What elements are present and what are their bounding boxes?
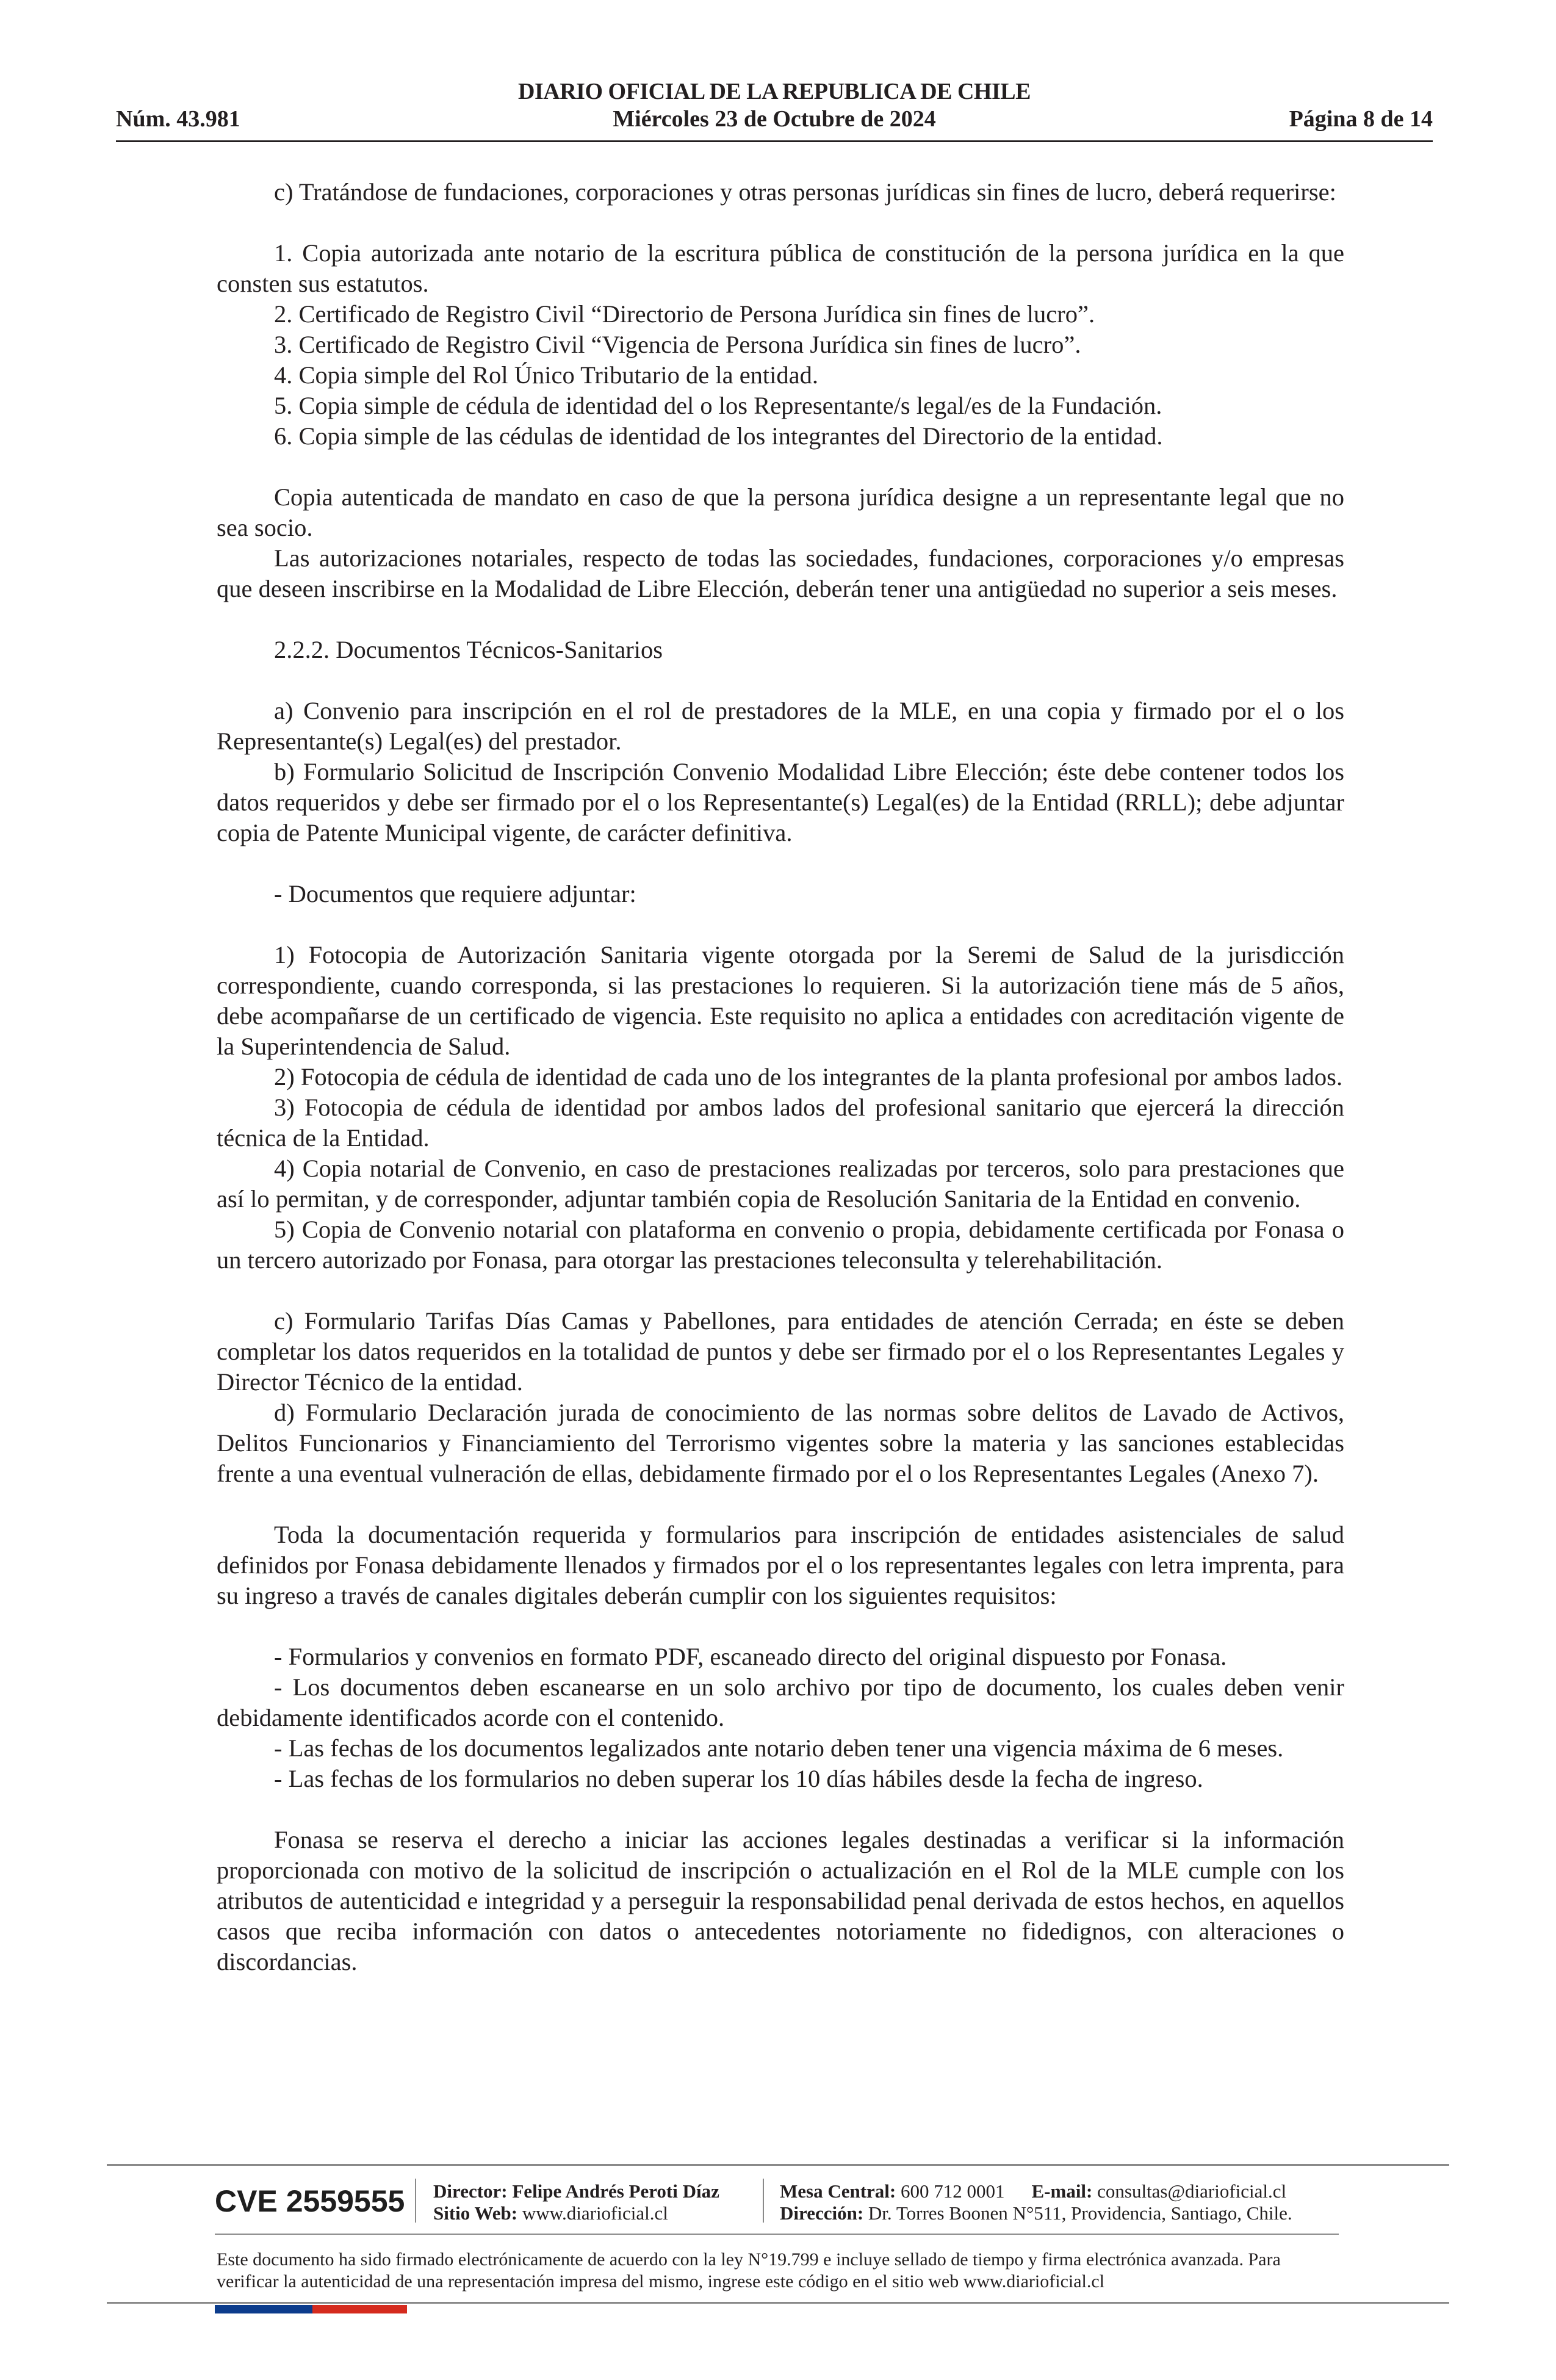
list-item: 5. Copia simple de cédula de identidad del o los Representante/s legal/es de la Fundación. xyxy=(274,392,1162,419)
list-item: - Las fechas de los documentos legalizados ante notario deben tener una vigencia máxima de 6 meses. xyxy=(274,1734,1284,1762)
list-item: 4. Copia simple del Rol Único Tributario de la entidad. xyxy=(274,361,819,389)
footer-separator xyxy=(415,2179,416,2223)
list-item: - Los documentos deben escanearse en un solo archivo por tipo de documento, los cuales deben venir debidamente identificados acorde con el contenido. xyxy=(217,1673,1344,1731)
web-label: Sitio Web: xyxy=(433,2202,518,2224)
mesa-value: 600 712 0001 xyxy=(901,2180,1005,2202)
footer-divider-bottom xyxy=(107,2302,1449,2304)
footer-director-block xyxy=(433,2180,719,2224)
issue-number: Núm. 43.981 xyxy=(116,106,240,132)
paragraph-autorizaciones: Las autorizaciones notariales, respecto de todas las sociedades, fundaciones, corporaciones y/o empresas que deseen inscribirse en la Modalidad de Libre Elección, deberán tener una antigüedad no superior a seis meses. xyxy=(217,544,1344,602)
list-item: - Formularios y convenios en formato PDF, escaneado directo del original dispuesto por Fonasa. xyxy=(274,1643,1227,1670)
paragraph-doc-b: b) Formulario Solicitud de Inscripción Convenio Modalidad Libre Elección; éste debe contener todos los datos requeridos y debe ser firmado por el o los Representante(s) Legal(es) de la Entidad (RRLL); debe adjuntar copia de Patente Municipal vigente, de carácter definitiva. xyxy=(217,758,1344,846)
list-item: 2) Fotocopia de cédula de identidad de cada uno de los integrantes de la planta profesional por ambos lados. xyxy=(274,1063,1343,1091)
cve-code: CVE 2559555 xyxy=(215,2184,405,2218)
paragraph-toda-doc: Toda la documentación requerida y formularios para inscripción de entidades asistenciales de salud definidos por Fonasa debidamente llenados y firmados por el o los representantes legales con letra imprenta, para su ingreso a través de canales digitales deberán cumplir con los siguientes requisitos: xyxy=(217,1521,1344,1609)
list-item: 2. Certificado de Registro Civil “Directorio de Persona Jurídica sin fines de lucro”. xyxy=(274,300,1095,328)
paragraph-docs-adjuntar: - Documentos que requiere adjuntar: xyxy=(274,880,636,907)
paragraph-doc-a: a) Convenio para inscripción en el rol de prestadores de la MLE, en una copia y firmado por el o los Representante(s) Legal(es) del prestador. xyxy=(217,697,1344,755)
list-item: 1) Fotocopia de Autorización Sanitaria vigente otorgada por la Seremi de Salud de la jurisdicción correspondiente, cuando corresponda, si las prestaciones lo requieren. Si la autorización tiene más de 5 años, debe acompañarse de un certificado de vigencia. Este requisito no aplica a entidades con acreditación vigente de la Superintendencia de Salud. xyxy=(217,941,1344,1060)
list-item: 5) Copia de Convenio notarial con plataforma en convenio o propia, debidamente certificada por Fonasa o un tercero autorizado por Fonasa, para otorgar las prestaciones teleconsulta y telerehabilitación. xyxy=(217,1216,1344,1274)
flag-stripe-blue xyxy=(215,2305,312,2313)
list-item: 4) Copia notarial de Convenio, en caso de prestaciones realizadas por terceros, solo para prestaciones que así lo permitan, y de corresponder, adjuntar también copia de Resolución Sanitaria de la Entidad en convenio. xyxy=(217,1155,1344,1213)
paragraph-doc-d: d) Formulario Declaración jurada de conocimiento de las normas sobre delitos de Lavado de Activos, Delitos Funcionarios y Financiamiento del Terrorismo vigentes sobre la materia y las sanciones establecidas frente a una eventual vulneración de ellas, debidamente firmado por el o los Representantes Legales (Anexo 7). xyxy=(217,1399,1344,1487)
footer-separator xyxy=(763,2179,764,2223)
document-body xyxy=(217,177,1344,1977)
page-number: Página 8 de 14 xyxy=(1289,106,1433,132)
signature-notice: Este documento ha sido firmado electrónicamente de acuerdo con la ley N°19.799 e incluye sellado de tiempo y firma electrónica avanzada. Para verificar la autenticidad de una representación impresa del mismo, ingrese este código en el sitio web www.diarioficial.cl xyxy=(217,2249,1281,2292)
director-label: Director: xyxy=(433,2180,508,2202)
footer-divider-middle xyxy=(215,2234,1339,2235)
email-label: E-mail: xyxy=(1031,2180,1093,2202)
footer-contact-block xyxy=(780,2180,1292,2224)
list-item: 3) Fotocopia de cédula de identidad por ambos lados del profesional sanitario que ejercerá la dirección técnica de la Entidad. xyxy=(217,1094,1344,1152)
paragraph-fonasa: Fonasa se reserva el derecho a iniciar las acciones legales destinadas a verificar si la información proporcionada con motivo de la solicitud de inscripción o actualización en el Rol de la MLE cumple con los atributos de autenticidad e integridad y a perseguir la responsabilidad penal derivada de estos hechos, en aquellos casos que reciba información con datos o antecedentes notoriamente no fidedignos, con alteraciones o discordancias. xyxy=(217,1826,1344,1975)
paragraph-doc-c: c) Formulario Tarifas Días Camas y Pabellones, para entidades de atención Cerrada; en éste se deben completar los datos requeridos en la totalidad de puntos y debe ser firmado por el o los Representantes Legales y Director Técnico de la entidad. xyxy=(217,1307,1344,1396)
page-header xyxy=(116,72,1433,148)
list-item: 3. Certificado de Registro Civil “Vigencia de Persona Jurídica sin fines de lucro”. xyxy=(274,331,1081,358)
newspaper-title: DIARIO OFICIAL DE LA REPUBLICA DE CHILE xyxy=(518,79,1031,104)
section-heading: 2.2.2. Documentos Técnicos-Sanitarios xyxy=(274,636,663,663)
director-name: Felipe Andrés Peroti Díaz xyxy=(512,2180,719,2202)
web-value: www.diarioficial.cl xyxy=(522,2202,668,2224)
mesa-label: Mesa Central: xyxy=(780,2180,896,2202)
paragraph-c-intro: c) Tratándose de fundaciones, corporaciones y otras personas jurídicas sin fines de lucro, deberá requerirse: xyxy=(274,178,1336,206)
list-item: 6. Copia simple de las cédulas de identidad de los integrantes del Directorio de la entidad. xyxy=(274,422,1163,450)
email-value: consultas@diarioficial.cl xyxy=(1097,2180,1287,2202)
list-item: 1. Copia autorizada ante notario de la escritura pública de constitución de la persona jurídica en la que consten sus estatutos. xyxy=(217,239,1344,297)
paragraph-mandato: Copia autenticada de mandato en caso de que la persona jurídica designe a un representante legal que no sea socio. xyxy=(217,483,1344,541)
header-divider xyxy=(116,140,1433,142)
flag-stripe-red xyxy=(312,2305,407,2313)
address-value: Dr. Torres Boonen N°511, Providencia, Santiago, Chile. xyxy=(868,2202,1292,2224)
address-label: Dirección: xyxy=(780,2202,864,2224)
issue-date: Miércoles 23 de Octubre de 2024 xyxy=(613,106,936,132)
footer-divider-top xyxy=(107,2164,1449,2166)
list-item: - Las fechas de los formularios no deben superar los 10 días hábiles desde la fecha de ingreso. xyxy=(274,1765,1203,1792)
